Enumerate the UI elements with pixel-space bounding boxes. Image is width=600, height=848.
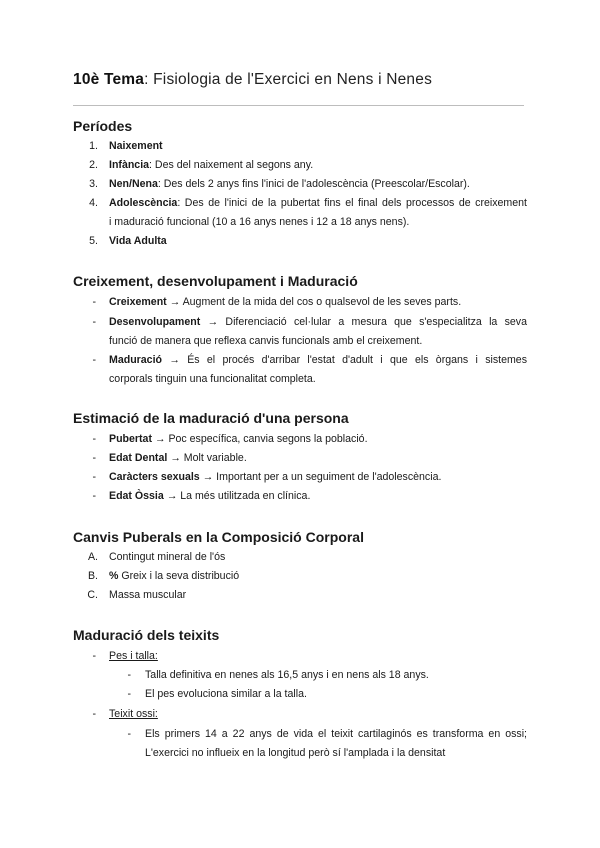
term: Desenvolupament — [109, 316, 201, 328]
term: Vida Adulta — [109, 235, 167, 247]
list-marker: - — [92, 354, 96, 366]
list-marker: A. — [87, 551, 98, 563]
item-text: → Molt variable. — [167, 452, 247, 464]
term: Creixement — [109, 296, 167, 308]
term: Nen/Nena — [109, 178, 158, 190]
list-marker: - — [127, 669, 131, 681]
item-text: → Diferenciació cel·lular a mesura que s'especialitza la seva — [200, 316, 527, 328]
list-marker: C. — [87, 589, 98, 601]
heading-periodes: Períodes — [73, 118, 133, 134]
term: Edat Dental — [109, 452, 168, 464]
item-text: funció de manera que reflexa canvis funcionals amb el creixement. — [109, 335, 423, 347]
item-text: El pes evoluciona similar a la talla. — [145, 688, 307, 700]
item-text: → Augment de la mida del cos o qualsevol de les seves parts. — [166, 296, 462, 308]
item-text: : Des de l'inici de la pubertat fins el final dels processos de creixement — [177, 197, 527, 209]
list-marker: 5. — [89, 235, 98, 247]
title-divider — [73, 105, 524, 106]
term: % — [109, 570, 119, 582]
term: Naixement — [109, 140, 163, 152]
list-marker: - — [92, 708, 96, 720]
item-text: Contingut mineral de l'ós — [109, 551, 226, 563]
term: Caràcters sexuals — [109, 471, 200, 483]
term: Adolescència — [109, 197, 178, 209]
sublist-label: Pes i talla: — [109, 650, 158, 662]
heading-estimacio: Estimació de la maduració d'una persona — [73, 410, 349, 426]
item-text: → Important per a un seguiment de l'adolescència. — [199, 471, 442, 483]
list-marker: - — [92, 433, 96, 445]
item-text: → La més utilitzada en clínica. — [163, 490, 311, 502]
sublist-label: Teixit ossi: — [109, 708, 158, 720]
list-marker: - — [92, 650, 96, 662]
item-text: Talla definitiva en nenes als 16,5 anys i en nens als 18 anys. — [145, 669, 429, 681]
term: Infància — [109, 159, 150, 171]
item-text: : Des dels 2 anys fins l'inici de l'adolescència (Preescolar/Escolar). — [157, 178, 470, 190]
list-marker: - — [92, 490, 96, 502]
list-marker: - — [92, 316, 96, 328]
list-marker: 3. — [89, 178, 98, 190]
document-title — [73, 71, 432, 89]
item-text: Massa muscular — [109, 589, 187, 601]
item-text: i maduració funcional (10 a 16 anys nenes i 12 a 18 anys nens). — [109, 216, 410, 228]
heading-canvis: Canvis Puberals en la Composició Corporal — [73, 529, 364, 545]
item-text: corporals tinguin una funcionalitat completa. — [109, 373, 316, 385]
list-marker: - — [127, 728, 131, 740]
list-marker: - — [92, 452, 96, 464]
heading-teixits: Maduració dels teixits — [73, 627, 220, 643]
item-text: → És el procés d'arribar l'estat d'adult i que els òrgans i sistemes — [161, 354, 527, 366]
title-separator: : — [144, 71, 149, 88]
list-marker: 2. — [89, 159, 98, 171]
list-marker: 1. — [89, 140, 98, 152]
heading-creixement: Creixement, desenvolupament i Maduració — [73, 273, 358, 289]
title-text: Fisiologia de l'Exercici en Nens i Nenes — [148, 71, 433, 88]
list-marker: 4. — [89, 197, 98, 209]
term: Edat Òssia — [109, 490, 164, 502]
list-marker: - — [127, 688, 131, 700]
list-marker: - — [92, 296, 96, 308]
title-number: 10è Tema — [73, 71, 145, 88]
item-text: Els primers 14 a 22 anys de vida el teixit cartilaginós es transforma en ossi; — [145, 728, 527, 740]
item-text: : Des del naixement al segons any. — [149, 159, 314, 171]
term: Pubertat — [109, 433, 152, 445]
list-marker: B. — [87, 570, 98, 582]
item-text: Greix i la seva distribució — [118, 570, 240, 582]
item-text: → Poc específica, canvia segons la població. — [151, 433, 368, 445]
term: Maduració — [109, 354, 162, 366]
list-marker: - — [92, 471, 96, 483]
item-text: L'exercici no influeix en la longitud però sí l'amplada i la densitat — [145, 747, 446, 759]
